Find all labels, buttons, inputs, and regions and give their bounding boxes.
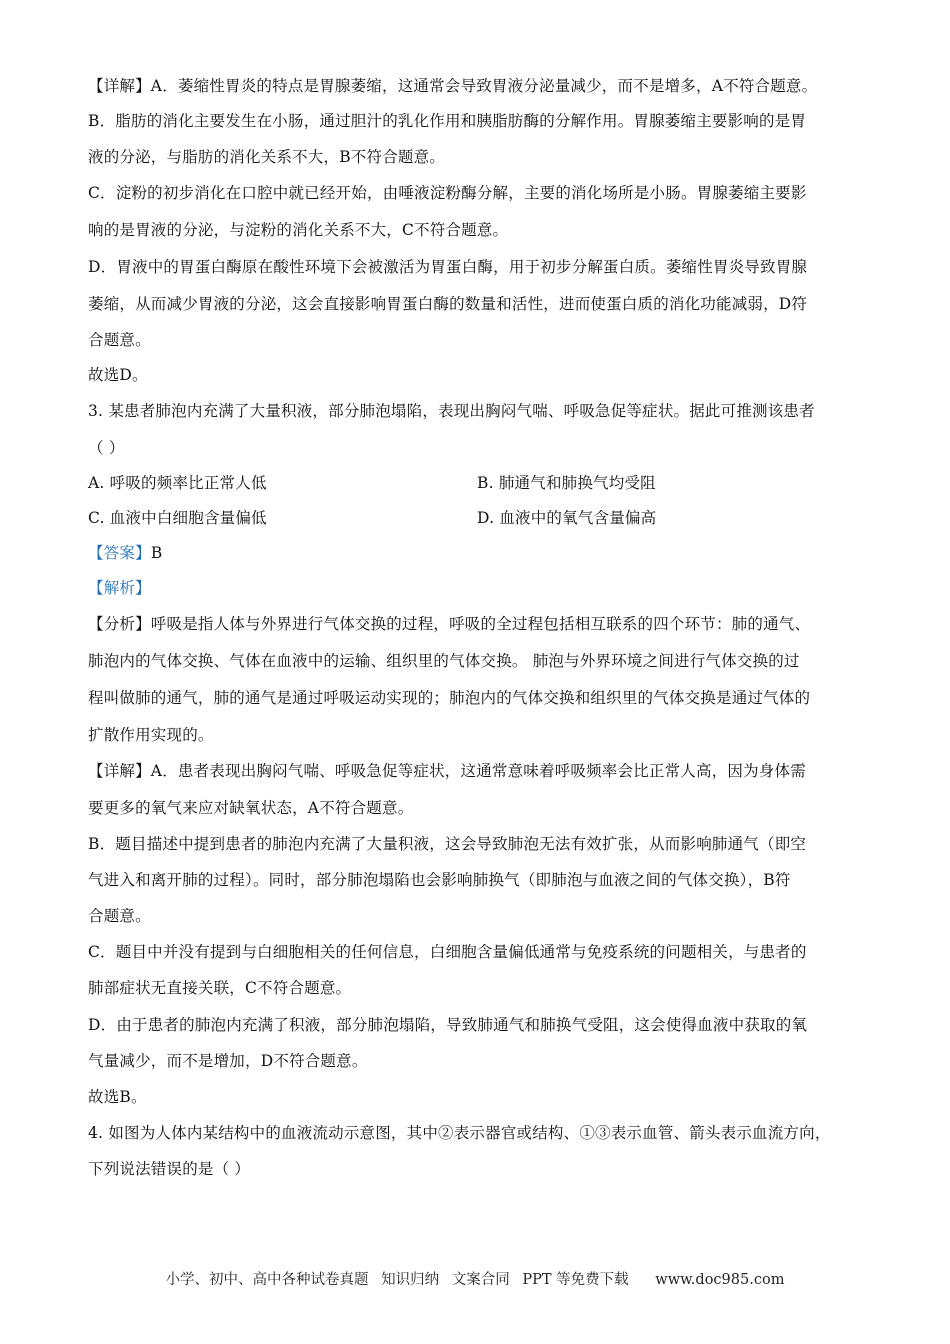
text-line: 肺泡内的气体交换、气体在血液中的运输、组织里的气体交换。 肺泡与外界环境之间进行气体交换的过 [88,652,800,670]
text-line: 气量减少，而不是增加，D不符合题意。 [88,1052,368,1070]
footer-text-2: 知识归纳 [381,1272,440,1288]
text-line: D．胃液中的胃蛋白酶原在酸性环境下会被激活为胃蛋白酶，用于初步分解蛋白质。萎缩性胃炎导致胃腺 [88,258,808,276]
text-line: 响的是胃液的分泌，与淀粉的消化关系不大，C不符合题意。 [88,221,509,239]
text-line: 【详解】A．萎缩性胃炎的特点是胃腺萎缩，这通常会导致胃液分泌量减少，而不是增多，A不符合题意。 [88,77,818,95]
question-4-stem: 4. 如图为人体内某结构中的血液流动示意图，其中②表示器官或结构、①③表示血管、箭头表示血流方向， [88,1124,831,1142]
text-line: 要更多的氧气来应对缺氧状态，A不符合题意。 [88,799,414,817]
footer-site-link[interactable]: www.doc985.com [655,1272,785,1288]
answer-value: B [150,544,163,562]
text-line: 故选D。 [88,366,148,384]
question-3-stem: 3. 某患者肺泡内充满了大量积液，部分肺泡塌陷，表现出胸闷气喘、呼吸急促等症状。据此可推测该患者 [88,402,815,420]
text-line: 合题意。 [88,331,151,349]
analysis-label: 【解析】 [88,579,151,597]
text-line: 扩散作用实现的。 [88,726,214,744]
question-3-blank: （ ） [88,439,125,457]
text-line: C．题目中并没有提到与白细胞相关的任何信息，白细胞含量偏低通常与免疫系统的问题相关，与患者的 [88,943,807,961]
question-4-stem-cont: 下列说法错误的是（ ） [88,1160,251,1178]
footer-text-1: 小学、初中、高中各种试卷真题 [165,1272,369,1288]
option-b: B. 肺通气和肺换气均受阻 [477,474,656,492]
text-line: 肺部症状无直接关联，C不符合题意。 [88,979,352,997]
text-line: 合题意。 [88,907,151,925]
footer-text-3: 文案合同 [451,1272,510,1288]
page-footer [0,1268,950,1289]
text-line: B．脂肪的消化主要发生在小肠，通过胆汁的乳化作用和胰脂肪酶的分解作用。胃腺萎缩主要影响的是胃 [88,112,807,130]
text-line: 气进入和离开肺的过程）。同时，部分肺泡塌陷也会影响肺换气（即肺泡与血液之间的气体交换），B符 [88,871,791,889]
footer-text-4: PPT 等免费下载 [522,1272,629,1288]
answer-label: 【答案】 [88,544,151,562]
text-line: 液的分泌，与脂肪的消化关系不大，B不符合题意。 [88,148,445,166]
text-line: D．由于患者的肺泡内充满了积液，部分肺泡塌陷，导致肺通气和肺换气受阻，这会使得血液中获取的氧 [88,1016,808,1034]
text-line: 程叫做肺的通气，肺的通气是通过呼吸运动实现的；肺泡内的气体交换和组织里的气体交换是通过气体的 [88,689,811,707]
text-line: 【详解】A．患者表现出胸闷气喘、呼吸急促等症状，这通常意味着呼吸频率会比正常人高，因为身体需 [88,762,806,780]
option-d: D. 血液中的氧气含量偏高 [477,509,657,527]
answer-line [88,542,162,564]
text-line: 故选B。 [88,1088,147,1106]
text-line: C．淀粉的初步消化在口腔中就已经开始，由唾液淀粉酶分解，主要的消化场所是小肠。胃腺萎缩主要影 [88,184,807,202]
text-line: 萎缩，从而减少胃液的分泌，这会直接影响胃蛋白酶的数量和活性，进而使蛋白质的消化功能减弱，D符 [88,295,808,313]
text-line: B．题目描述中提到患者的肺泡内充满了大量积液，这会导致肺泡无法有效扩张，从而影响肺通气（即空 [88,835,807,853]
option-c: C. 血液中白细胞含量偏低 [88,509,267,527]
option-a: A. 呼吸的频率比正常人低 [88,474,267,492]
text-line: 【分析】呼吸是指人体与外界进行气体交换的过程，呼吸的全过程包括相互联系的四个环节：肺的通气、 [88,615,811,633]
